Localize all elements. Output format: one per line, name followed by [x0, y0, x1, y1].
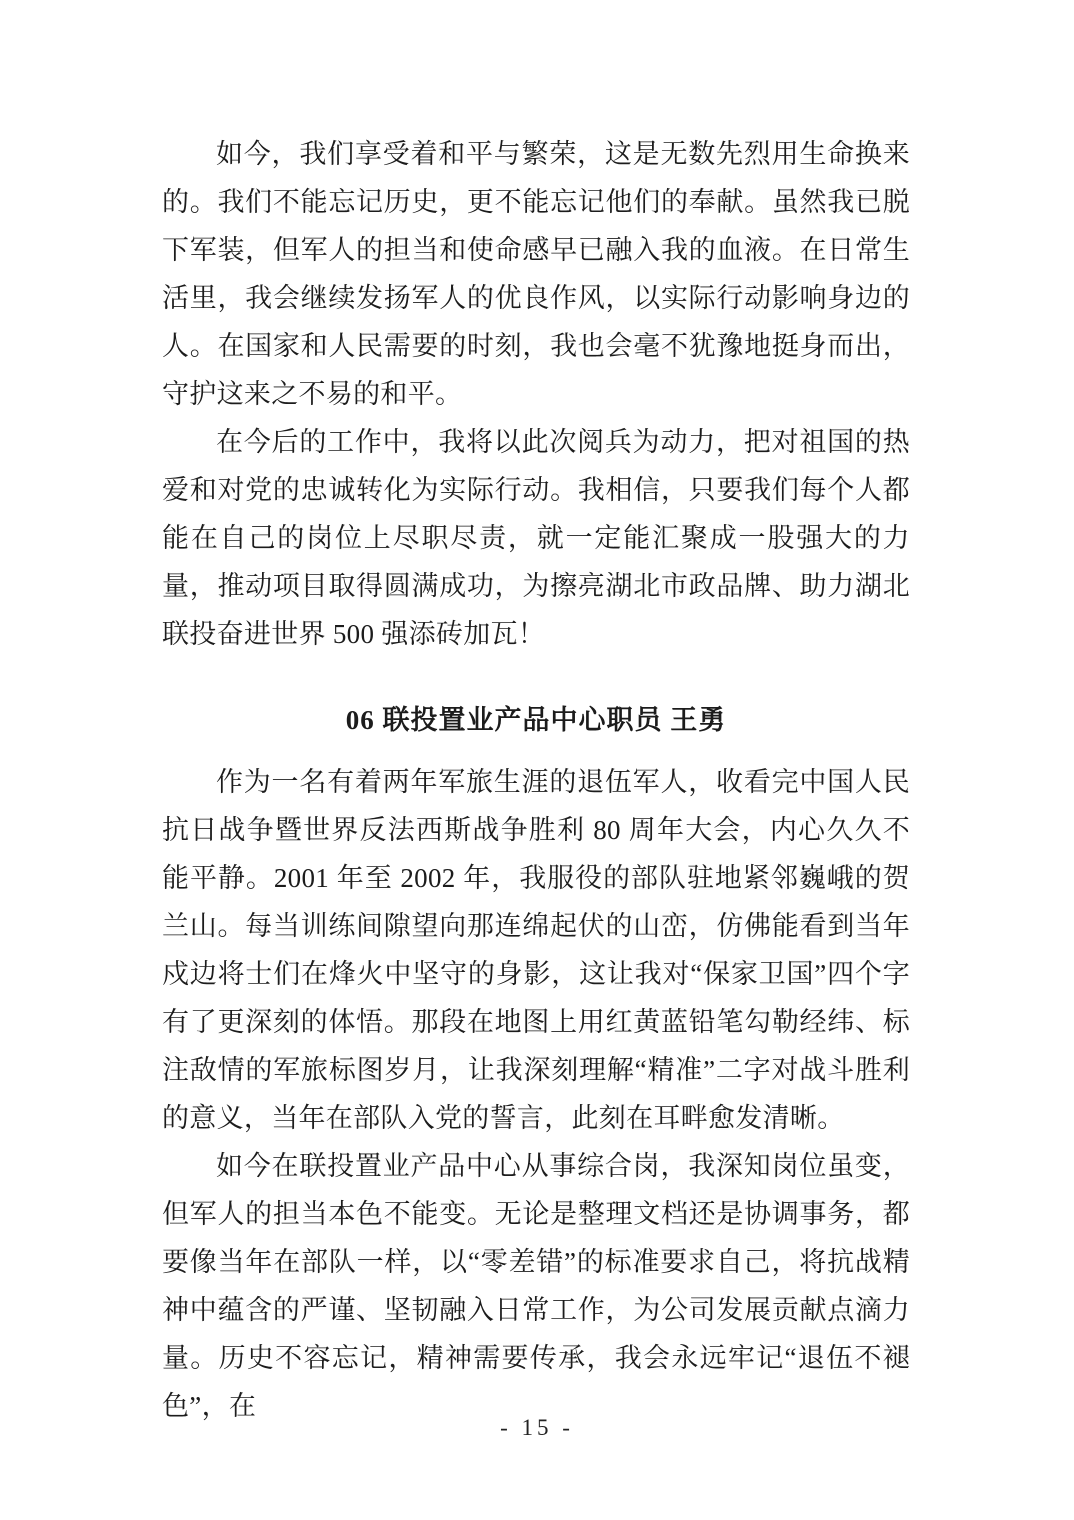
- paragraph-current-post: 如今在联投置业产品中心从事综合岗，我深知岗位虽变，但军人的担当本色不能变。无论是整理文档还是协调事务，都要像当年在部队一样，以“零差错”的标准要求自己，将抗战精神中蕴含的严谨、坚韧融入日常工作，为公司发展贡献点滴力量。历史不容忘记，精神需要传承，我会永远牢记“退伍不褪色”，在: [162, 1151, 910, 1421]
- paragraph-future-work: 在今后的工作中，我将以此次阅兵为动力，把对祖国的热爱和对党的忠诚转化为实际行动。我相信，只要我们每个人都能在自己的岗位上尽职尽责，就一定能汇聚成一股强大的力量，推动项目取得圆满成功，为擦亮湖北市政品牌、助力湖北联投奋进世界 500 强添砖加瓦！: [162, 427, 910, 649]
- paragraph-veteran-memory: 作为一名有着两年军旅生涯的退伍军人，收看完中国人民抗日战争暨世界反法西斯战争胜利 80 周年大会，内心久久不能平静。2001 年至 2002 年，我服役的部队驻地紧邻巍峨的贺兰山。每当训练间隙望向那连绵起伏的山峦，仿佛能看到当年戍边将士们在烽火中坚守的身影，这让我对“保家卫国”四个字有了更深刻的体悟。那段在地图上用红黄蓝铅笔勾勒经纬、标注敌情的军旅标图岁月，让我深刻理解“精准”二字对战斗胜利的意义，当年在部队入党的誓言，此刻在耳畔愈发清晰。: [162, 767, 910, 1133]
- paragraph-peace-legacy: 如今，我们享受着和平与繁荣，这是无数先烈用生命换来的。我们不能忘记历史，更不能忘记他们的奉献。虽然我已脱下军装，但军人的担当和使命感早已融入我的血液。在日常生活里，我会继续发扬军人的优良作风，以实际行动影响身边的人。在国家和人民需要的时刻，我也会毫不犹豫地挺身而出，守护这来之不易的和平。: [162, 139, 910, 409]
- page-number: - 15 -: [500, 1415, 574, 1440]
- document-body: [162, 130, 910, 1430]
- section-heading: 06 联投置业产品中心职员 王勇: [345, 705, 727, 735]
